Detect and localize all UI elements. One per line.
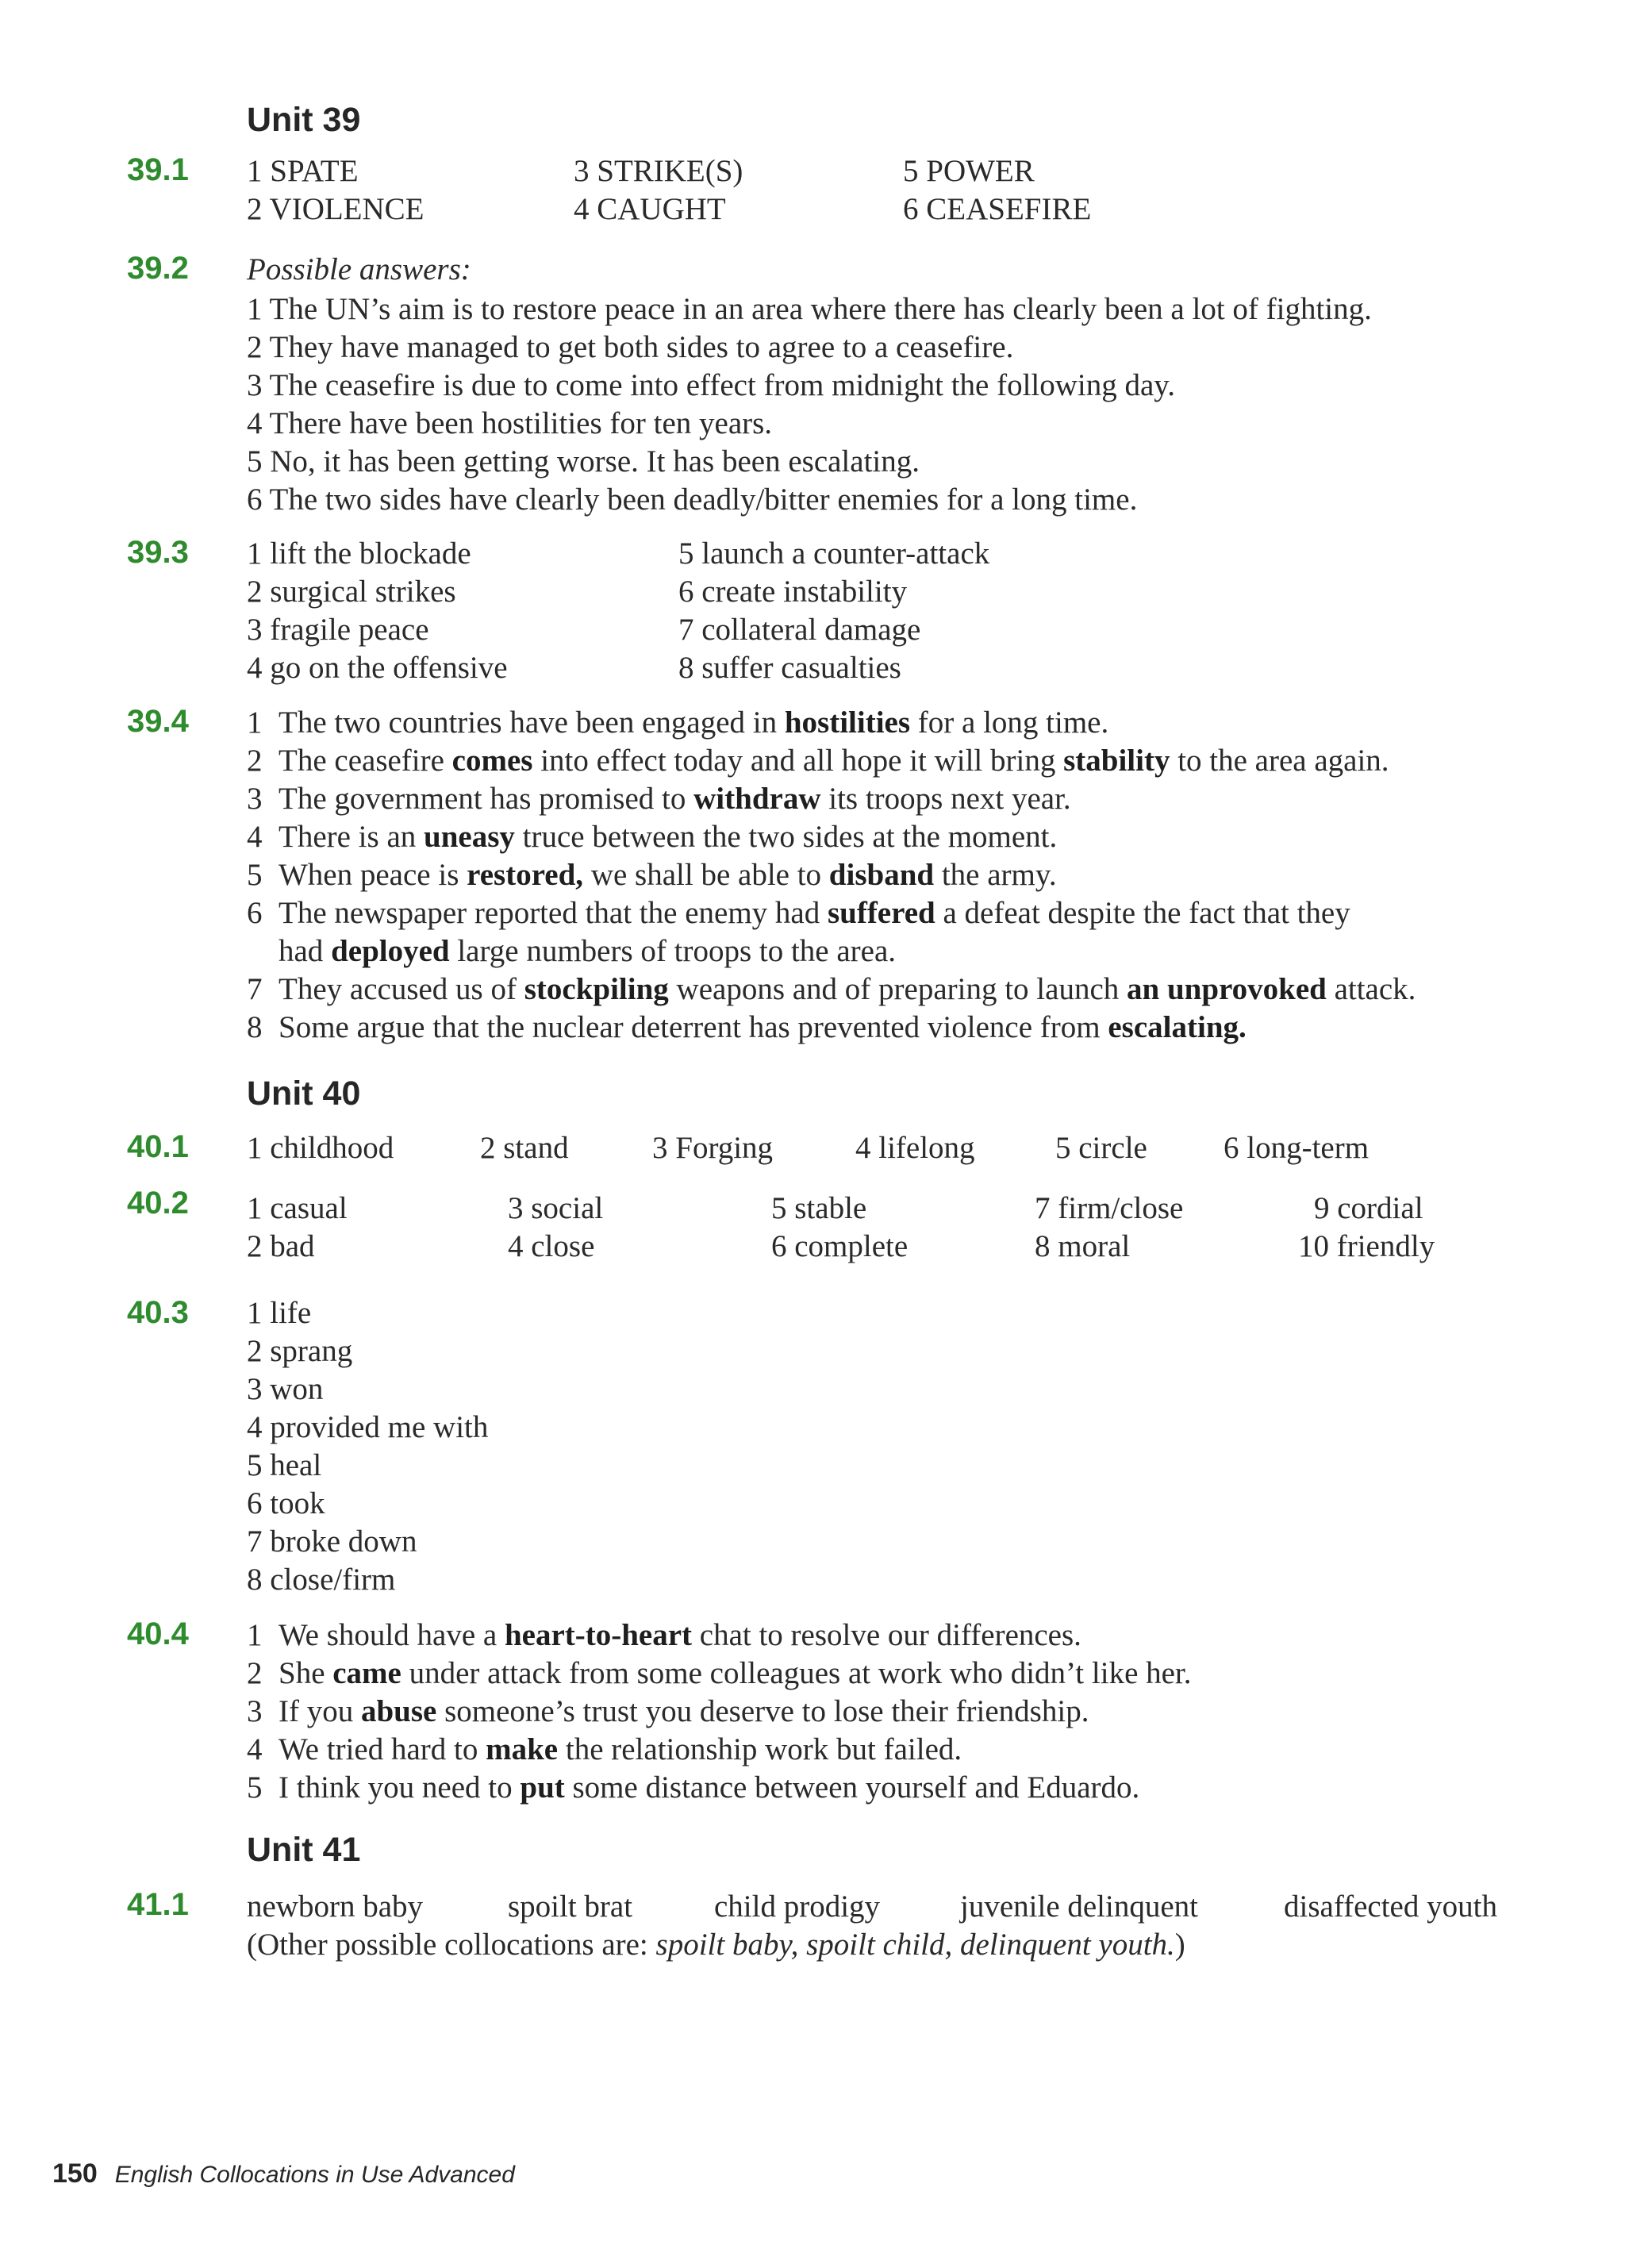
answer-item: 4 close	[508, 1229, 595, 1263]
exercise-number-39-3: 39.3	[127, 535, 189, 570]
answer-item: 7 collateral damage	[678, 613, 921, 647]
answer-line: 7 They accused us of stockpiling weapons and of preparing to launch an unprovoked attack.	[247, 972, 1416, 1006]
answer-line: 5 No, it has been getting worse. It has been escalating.	[247, 444, 920, 479]
answer-line: 2 They have managed to get both sides to agree to a ceasefire.	[247, 330, 1014, 364]
answer-line: 8 close/firm	[247, 1563, 396, 1597]
page-number: 150	[52, 2158, 98, 2189]
exercise-number-39-2: 39.2	[127, 251, 189, 286]
answer-line: 1 We should have a heart-to-heart chat to resolve our differences.	[247, 1618, 1081, 1652]
answer-item: 10 friendly	[1298, 1229, 1435, 1263]
answer-line: 4 There have been hostilities for ten years.	[247, 406, 773, 440]
answer-item: 1 childhood	[247, 1131, 394, 1165]
exercise-number-40-4: 40.4	[127, 1616, 189, 1651]
unit-heading-40: Unit 40	[247, 1074, 361, 1113]
answer-line: 3 won	[247, 1372, 324, 1406]
unit-heading-41: Unit 41	[247, 1831, 361, 1869]
answer-line: 6 took	[247, 1486, 325, 1520]
answer-line: 4 There is an uneasy truce between the two sides at the moment.	[247, 820, 1058, 854]
exercise-number-40-2: 40.2	[127, 1186, 189, 1220]
answer-line: 6 The newspaper reported that the enemy had suffered a defeat despite the fact that they	[247, 896, 1350, 930]
answer-line: 5 When peace is restored, we shall be able to disband the army.	[247, 858, 1057, 892]
answer-item: 5 circle	[1055, 1131, 1147, 1165]
answer-line: 1 The two countries have been engaged in hostilities for a long time.	[247, 705, 1109, 740]
answer-item: 8 suffer casualties	[678, 651, 901, 685]
answer-line: 1 The UN’s aim is to restore peace in an area where there has clearly been a lot of fighting.	[247, 292, 1372, 326]
answer-item: 6 create instability	[678, 575, 908, 609]
unit-heading-39: Unit 39	[247, 101, 361, 139]
answer-line: 7 broke down	[247, 1524, 417, 1559]
answer-item: 1 casual	[247, 1191, 348, 1225]
answer-line: 5 I think you need to put some distance between yourself and Eduardo.	[247, 1770, 1140, 1805]
exercise-number-40-3: 40.3	[127, 1295, 189, 1330]
exercise-number-41-1: 41.1	[127, 1887, 189, 1922]
answer-line: 1 life	[247, 1296, 312, 1330]
answer-item: 6 long-term	[1224, 1131, 1370, 1165]
answer-item: 9 cordial	[1314, 1191, 1423, 1225]
page-footer	[52, 2158, 515, 2189]
possible-answers-label: Possible answers:	[247, 252, 471, 286]
answer-item: 8 moral	[1035, 1229, 1131, 1263]
answer-item: 2 stand	[480, 1131, 569, 1165]
answer-item: 3 social	[508, 1191, 604, 1225]
exercise-number-39-1: 39.1	[127, 152, 189, 187]
answer-item: 5 POWER	[903, 154, 1035, 188]
answer-item: disaffected youth	[1284, 1889, 1497, 1924]
answer-item: 3 STRIKE(S)	[574, 154, 743, 188]
collocation-note: (Other possible collocations are: spoilt baby, spoilt child, delinquent youth.)	[247, 1928, 1185, 1962]
book-title: English Collocations in Use Advanced	[114, 2162, 515, 2188]
answer-line: 4 provided me with	[247, 1410, 489, 1444]
answer-item: 2 VIOLENCE	[247, 192, 424, 226]
answer-item: 7 firm/close	[1035, 1191, 1184, 1225]
answer-line: 8 Some argue that the nuclear deterrent has prevented violence from escalating.	[247, 1010, 1247, 1044]
answer-item: 5 launch a counter-attack	[678, 536, 990, 571]
answer-line: 2 The ceasefire comes into effect today and all hope it will bring stability to the area again.	[247, 744, 1389, 778]
answer-item: 6 CEASEFIRE	[903, 192, 1092, 226]
answer-line: 3 If you abuse someone’s trust you deserve to lose their friendship.	[247, 1694, 1089, 1728]
answer-item: 1 SPATE	[247, 154, 359, 188]
answer-item: 1 lift the blockade	[247, 536, 471, 571]
answer-item: child prodigy	[714, 1889, 881, 1924]
answer-item: 3 Forging	[652, 1131, 774, 1165]
answer-line: 2 sprang	[247, 1334, 353, 1368]
answer-item: 4 go on the offensive	[247, 651, 508, 685]
answer-line: 6 The two sides have clearly been deadly/bitter enemies for a long time.	[247, 482, 1138, 517]
answer-item: 6 complete	[771, 1229, 909, 1263]
answer-item: 4 lifelong	[855, 1131, 975, 1165]
exercise-number-39-4: 39.4	[127, 704, 189, 739]
answer-line: 3 The government has promised to withdraw its troops next year.	[247, 782, 1071, 816]
answer-item: 5 stable	[771, 1191, 867, 1225]
answer-line: 2 She came under attack from some colleagues at work who didn’t like her.	[247, 1656, 1192, 1690]
answer-line: 3 The ceasefire is due to come into effect from midnight the following day.	[247, 368, 1176, 402]
answer-item: spoilt brat	[508, 1889, 633, 1924]
exercise-number-40-1: 40.1	[127, 1129, 189, 1164]
answer-item: 4 CAUGHT	[574, 192, 726, 226]
answer-item: 2 bad	[247, 1229, 315, 1263]
answer-line: 5 heal	[247, 1448, 322, 1482]
answer-item: 2 surgical strikes	[247, 575, 456, 609]
answer-line-continuation: had deployed large numbers of troops to the area.	[279, 934, 897, 968]
answer-item: juvenile delinquent	[960, 1889, 1199, 1924]
answer-line: 4 We tried hard to make the relationship work but failed.	[247, 1732, 962, 1766]
answer-item: newborn baby	[247, 1889, 424, 1924]
answer-item: 3 fragile peace	[247, 613, 429, 647]
